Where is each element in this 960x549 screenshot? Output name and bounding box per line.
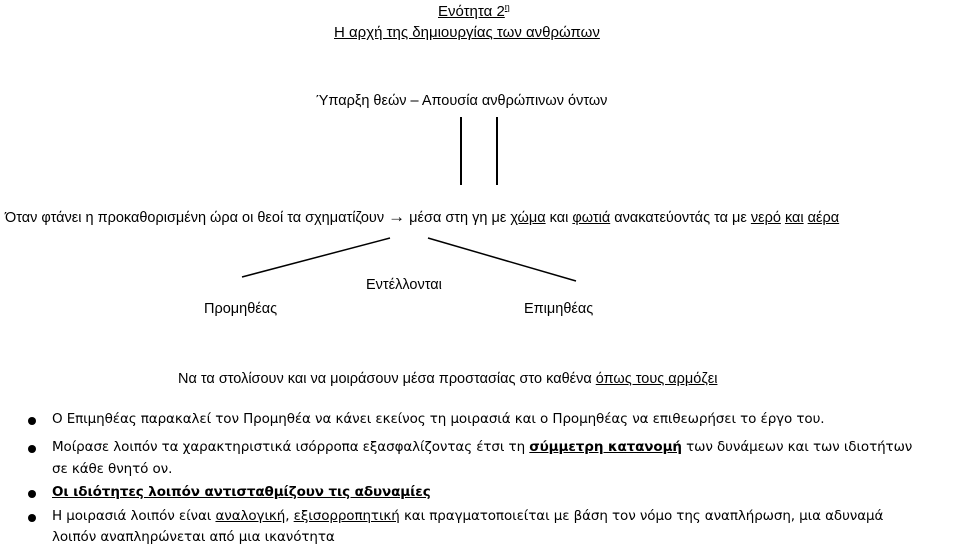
bullet-2-text-a: Μοίρασε λοιπόν τα χαρακτηριστικά ισόρροπα εξασφαλίζοντας έτσι τη (52, 439, 526, 455)
creation-chwma: χώμα (510, 210, 546, 226)
bullet-dot-icon (28, 514, 36, 522)
tree-left-label: Προμηθέας (204, 301, 278, 317)
creation-nero: νερό (750, 210, 781, 226)
bullet-4-text-a: Η μοιρασιά λοιπόν είναι (52, 508, 212, 524)
creation-aera: αέρα (807, 210, 840, 226)
bullet-dot-icon (28, 417, 36, 425)
unit-superscript: η (504, 2, 510, 12)
creation-part1: Όταν φτάνει η προκαθορισμένη ώρα οι θεοί τα σχηματίζουν (5, 210, 385, 226)
tree-line-right (428, 238, 576, 281)
bullet-2-highlight: σύμμετρη κατανομή (529, 439, 682, 455)
bullet-4-text-e: και πραγματοποιείται με βάση τον νόμο της αναπλήρωση, μια αδυναμά (403, 508, 884, 524)
tree-line-left (242, 238, 390, 277)
bullet-4-comma: , (285, 508, 290, 524)
instruction-text (178, 371, 717, 387)
unit-label: Ενότητα 2 (438, 3, 505, 20)
bullet-item-1: Ο Επιμηθέας παρακαλεί τον Προμηθέα να κάνει εκείνος τη μοιρασιά και ο Προμηθέας να επιθεωρήσει το έργο του. (52, 411, 825, 427)
instruction-main: Να τα στολίσουν και να μοιράσουν μέσα προστασίας στο καθένα (178, 371, 592, 387)
bullet-dot-icon (28, 490, 36, 498)
page-title: Η αρχή της δημιουργίας των ανθρώπων (334, 24, 600, 41)
instruction-underlined: όπως τους αρμόζει (595, 371, 718, 387)
bullet-item-4 (52, 508, 883, 524)
bullet-item-2-cont: σε κάθε θνητό ον. (52, 461, 173, 477)
bullet-item-4-cont: λοιπόν αναπληρώνεται από μια ικανότητα (52, 529, 335, 545)
arrow-right-icon: → (388, 207, 406, 226)
creation-fwtia: φωτιά (572, 210, 611, 226)
bullet-item-3: Οι ιδιότητες λοιπόν αντισταθμίζουν τις αδυναμίες (52, 484, 431, 500)
bullet-2-text-c: των δυνάμεων και των ιδιοτήτων (686, 439, 913, 455)
bullet-dot-icon (28, 445, 36, 453)
bullet-4-exisorropitiki: εξισορροπητική (293, 508, 400, 524)
creation-part3: ανακατεύοντάς τα με (614, 210, 747, 226)
creation-part2: μέσα στη γη με (409, 210, 507, 226)
creation-kai1: και (549, 210, 569, 226)
bullet-item-2 (52, 439, 912, 455)
tree-right-label: Επιμηθέας (524, 301, 594, 317)
premise-text: Ύπαρξη θεών – Απουσία ανθρώπινων όντων (316, 93, 608, 109)
bullet-4-analogiki: αναλογική (215, 508, 286, 524)
creation-kai2: και (784, 210, 804, 226)
tree-center-label: Εντέλλονται (366, 277, 442, 293)
